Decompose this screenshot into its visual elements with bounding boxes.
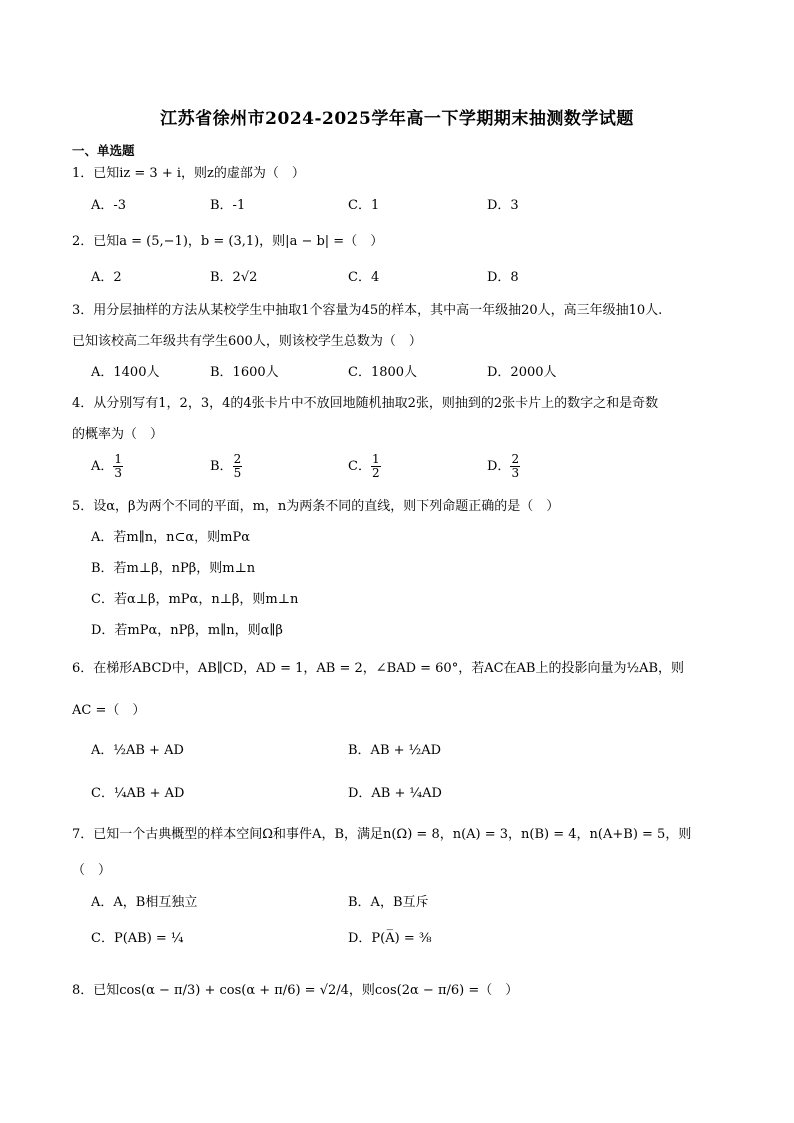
q4-option-c[interactable] — [348, 453, 381, 480]
fraction-numerator: 2 — [511, 452, 520, 466]
q3-option-b[interactable]: B．1600人 — [210, 365, 279, 380]
q7-option-d[interactable]: D．P(A̅) = ⅜ — [348, 931, 432, 946]
question-7-stem-line-2: （ ） — [72, 863, 112, 878]
q1-option-a[interactable]: A．-3 — [91, 198, 127, 213]
question-2-stem: 2．已知a = (5,−1)，b = (3,1)，则|a − b| =（ ） — [72, 234, 384, 249]
section-heading: 一、单选题 — [72, 143, 135, 158]
fraction — [371, 453, 381, 480]
q2-option-b[interactable]: B．2√2 — [210, 270, 258, 285]
fraction-numerator: 1 — [114, 452, 123, 466]
question-7-stem-line-1: 7．已知一个古典概型的样本空间Ω和事件A，B，满足n(Ω) = 8，n(A) = 3，n(B) = 4，n(A+B) = 5，则 — [72, 827, 692, 842]
q7-option-c[interactable]: C．P(AB) = ¼ — [91, 931, 184, 946]
fraction-numerator: 1 — [371, 452, 380, 466]
q6-option-a[interactable]: A．½AB + AD — [91, 743, 184, 758]
q3-option-a[interactable]: A．1400人 — [91, 365, 160, 380]
q7-option-a[interactable]: A．A，B相互独立 — [91, 895, 198, 910]
q5-option-d[interactable]: D．若mPα，nPβ，m∥n，则α∥β — [91, 623, 283, 638]
fraction-denominator: 3 — [511, 466, 520, 480]
fraction-numerator: 2 — [233, 452, 242, 466]
q2-option-a[interactable]: A．2 — [91, 270, 122, 285]
question-3-stem-line-2: 已知该校高二年级共有学生600人，则该校学生总数为（ ） — [72, 334, 422, 349]
q6-option-c[interactable]: C．¼AB + AD — [91, 786, 185, 801]
q1-option-b[interactable]: B．-1 — [210, 198, 246, 213]
q4-option-d[interactable] — [487, 453, 520, 480]
q5-option-b[interactable]: B．若m⊥β，nPβ，则m⊥n — [91, 561, 256, 576]
fraction — [233, 453, 243, 480]
page-title: 江苏省徐州市2024-2025学年高一下学期期末抽测数学试题 — [160, 109, 634, 129]
question-1-stem: 1．已知iz = 3 + i，则z的虚部为（ ） — [72, 166, 305, 181]
question-5-stem: 5．设α，β为两个不同的平面，m，n为两条不同的直线，则下列命题正确的是（ ） — [72, 499, 560, 514]
q6-option-b[interactable]: B．AB + ½AD — [348, 743, 442, 758]
q1-option-c[interactable]: C．1 — [348, 198, 380, 213]
q1-option-d[interactable]: D．3 — [487, 198, 519, 213]
q2-option-c[interactable]: C．4 — [348, 270, 380, 285]
q4-option-b[interactable] — [210, 453, 242, 480]
q4-option-a[interactable] — [91, 453, 123, 480]
q5-option-c[interactable]: C．若α⊥β，mPα，n⊥β，则m⊥n — [91, 592, 299, 607]
q2-option-d[interactable]: D．8 — [487, 270, 519, 285]
fraction-denominator: 3 — [114, 466, 123, 480]
fraction-denominator: 5 — [233, 466, 242, 480]
q5-option-a[interactable]: A．若m∥n，n⊂α，则mPα — [91, 530, 250, 545]
q4-option-d-label: D． — [487, 459, 511, 474]
q3-option-c[interactable]: C．1800人 — [348, 365, 418, 380]
question-8-stem: 8．已知cos(α − π/3) + cos(α + π/6) = √2/4，则cos(2α − π/6) =（ ） — [72, 983, 519, 998]
fraction — [510, 453, 520, 480]
q4-option-a-label: A． — [91, 459, 114, 474]
q6-option-d[interactable]: D．AB + ¼AD — [348, 786, 442, 801]
q7-option-b[interactable]: B．A，B互斥 — [348, 895, 429, 910]
fraction — [113, 453, 123, 480]
question-4-stem-line-1: 4．从分别写有1，2，3，4的4张卡片中不放回地随机抽取2张，则抽到的2张卡片上的数字之和是奇数 — [72, 396, 659, 411]
question-6-stem-line-1: 6．在梯形ABCD中，AB∥CD，AD = 1，AB = 2，∠BAD = 60°，若AC在AB上的投影向量为½AB，则 — [72, 661, 685, 676]
fraction-denominator: 2 — [371, 466, 380, 480]
q4-option-c-label: C． — [348, 459, 371, 474]
q4-option-b-label: B． — [210, 459, 233, 474]
question-3-stem-line-1: 3．用分层抽样的方法从某校学生中抽取1个容量为45的样本，其中高一年级抽20人，高三年级抽10人. — [72, 303, 663, 318]
question-4-stem-line-2: 的概率为（ ） — [72, 427, 164, 442]
question-6-stem-line-2: AC =（ ） — [72, 703, 146, 718]
q3-option-d[interactable]: D．2000人 — [487, 365, 557, 380]
